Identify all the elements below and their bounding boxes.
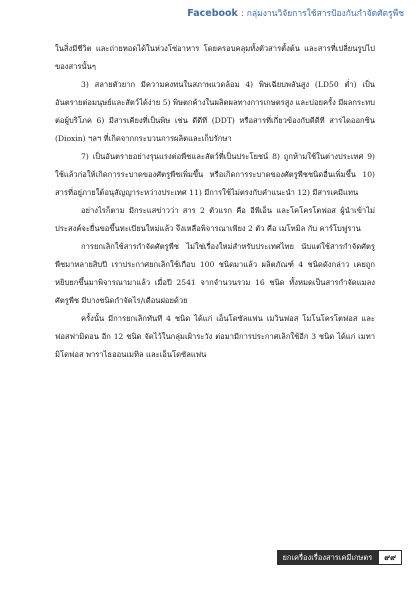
paragraph-continuation: ในสิ่งมีชีวิต และถ่ายทอดได้ในห่วงโซ่อาหาร โดยครอบคลุมทั้งตัวสารตั้งต้น และสารที่เปลี่ยนรูปไปของสารนั้นๆ — [55, 44, 375, 71]
paragraph-criteria-3-6: 3) สลายตัวยาก มีความคงทนในสภาพแวดล้อม 4) พิษเฉียบพลันสูง (LD50 ต่ำ) เป็นอันตรายต่อมนุษย์และสัตว์ได้ง่าย 5) พิษตกค้างในผลิตผลทางการเกษตรสูง และบ่อยครั้ง มีผลกระทบต่อผู้บริโภค 6) มีสารเคียงที่เป็นพิษ เช่น ดีดีที (DDT) หรือสารที่เกี่ยวข้องกับดีดีที สารไดออกซิน (Dioxin) ฯลฯ ที่เกิดจากกระบวนการผลิตและเก็บรักษา — [55, 80, 375, 143]
document-body — [55, 40, 375, 364]
page-footer — [277, 550, 402, 565]
group-name: กลุ่มงานวิจัยการใช้สารป้องกันกำจัดศัตรูพืช — [246, 9, 404, 19]
paragraph-cancellation: ครั้งนั้น มีการยกเลิกทันที 4 ชนิด ได้แก่ เอ็นโดซัลแฟน เมวินฟอส โมโนโครโตฟอส และ ฟอสฟามิดอน อีก 12 ชนิด จัดไว้ในกลุ่มเฝ้าระวัง ต่อมามีการประกาศเลิกใช้อีก 3 ชนิด ได้แก่ เมทามิโดฟอส พาราไธออนเมทิล และเอ็นโดซัลแฟน — [55, 314, 375, 359]
facebook-label: Facebook — [187, 8, 238, 19]
paragraph-history: การยกเลิกใช้สารกำจัดศัตรูพืช ไม่ใช่เรื่องใหม่สำหรับประเทศไทย นับแต่ใช้สารกำจัดศัตรูพืชมาหลายสิบปี เราประกาศยกเลิกใช้เกือบ 100 ชนิดมาแล้ว ผลิตภัณฑ์ 4 ชนิดดังกล่าว เคยถูกหยิบยกขึ้นมาพิจารณามาแล้ว เมื่อปี 2541 จากจำนวนรวม 16 ชนิด ทั้งหมดเป็นสารกำจัดแมลงศัตรูพืช มีบางชนิดกำจัดไร/เดือนฝอยด้วย — [55, 242, 375, 305]
paragraph-criteria-7-12: 7) เป็นอันตรายอย่างรุนแรงต่อพืชและสัตว์ที่เป็นประโยชน์ 8) ถูกห้ามใช้ในต่างประเทศ 9) ใช้แล้วก่อให้เกิดการระบาดของศัตรูพืชเพิ่มขึ้น หรือเกิดการระบาดของศัตรูพืชชนิดอื่นเพิ่มขึ้น 10) สารที่อยู่ภายใต้อนุสัญญาระหว่างประเทศ 11) มีการใช้ไม่ตรงกับคำแนะนำ 12) มีสารเคมีแทน — [55, 152, 375, 197]
footer-title: ยกเครื่องเรื่องสารเคมีเกษตร — [277, 550, 379, 565]
page-number: ๙๙ — [378, 550, 402, 565]
paragraph-news: อย่างไรก็ตาม มีกระแสข่าวว่า สาร 2 ตัวแรก คือ อีพีเอ็น และโคโครโตฟอส ผู้นำเข้าไม่ประสงค์จะยื่นขอขึ้นทะเบียนใหม่แล้ว จึงเหลือพิจารณาเพียง 2 ตัว คือ เมโทมิล กับ คาร์โบฟูราน — [55, 206, 375, 233]
header-separator: : — [240, 9, 244, 19]
page-header — [187, 6, 404, 20]
